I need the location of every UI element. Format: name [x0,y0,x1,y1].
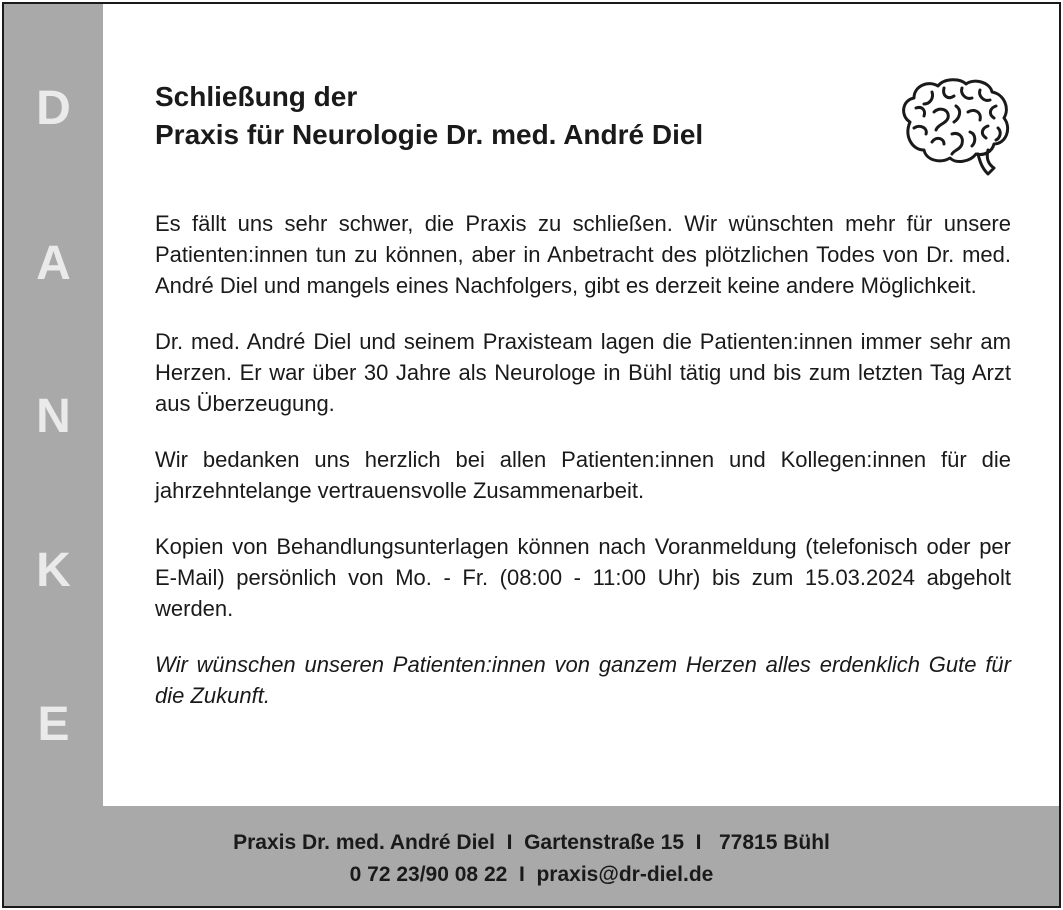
paragraph: Kopien von Behandlungsunterlagen können nach Voranmeldung (telefonisch oder per E-Mail) persönlich von Mo. - Fr. (08:00 - 11:00 Uhr) bis zum 15.03.2024 abgeholt werden. [155,534,1011,621]
notice-frame [2,2,1061,908]
page-title [155,78,703,154]
title-line-2: Praxis für Neurologie Dr. med. André Diel [155,119,704,150]
footer-address: Praxis Dr. med. André Diel I Gartenstraße 15 I 77815 Bühl [233,831,830,854]
notice-content [103,4,1059,806]
sidebar-letter: D [36,82,71,135]
sidebar-letter: E [37,698,70,751]
notice-body [155,208,1011,736]
footer-contact: 0 72 23/90 08 22 I praxis@dr-diel.de [349,863,714,886]
sidebar-letter: N [36,390,71,443]
closing-paragraph: Wir wünschen unseren Patienten:innen von ganzem Herzen alles erdenklich Gute für die Zukunft. [155,652,1011,708]
paragraph: Es fällt uns sehr schwer, die Praxis zu schließen. Wir wünschten mehr für unsere Patienten:innen tun zu können, aber in Anbetracht des plötzlichen Todes von Dr. med. André Diel und mangels eines Nachfolgers, gibt es derzeit keine andere Möglichkeit. [155,211,1011,298]
sidebar-letter: K [36,544,71,597]
brain-icon [898,76,1013,178]
paragraph: Wir bedanken uns herzlich bei allen Patienten:innen und Kollegen:innen für die jahrzehntelange vertrauensvolle Zusammenarbeit. [155,447,1011,503]
sidebar-letter: A [36,237,71,290]
paragraph: Dr. med. André Diel und seinem Praxisteam lagen die Patienten:innen immer sehr am Herzen. Er war über 30 Jahre als Neurologe in Bühl tätig und bis zum letzten Tag Arzt aus Überzeugung. [155,329,1011,416]
danke-sidebar [4,4,103,806]
title-line-1: Schließung der [155,81,358,112]
footer [4,806,1059,906]
